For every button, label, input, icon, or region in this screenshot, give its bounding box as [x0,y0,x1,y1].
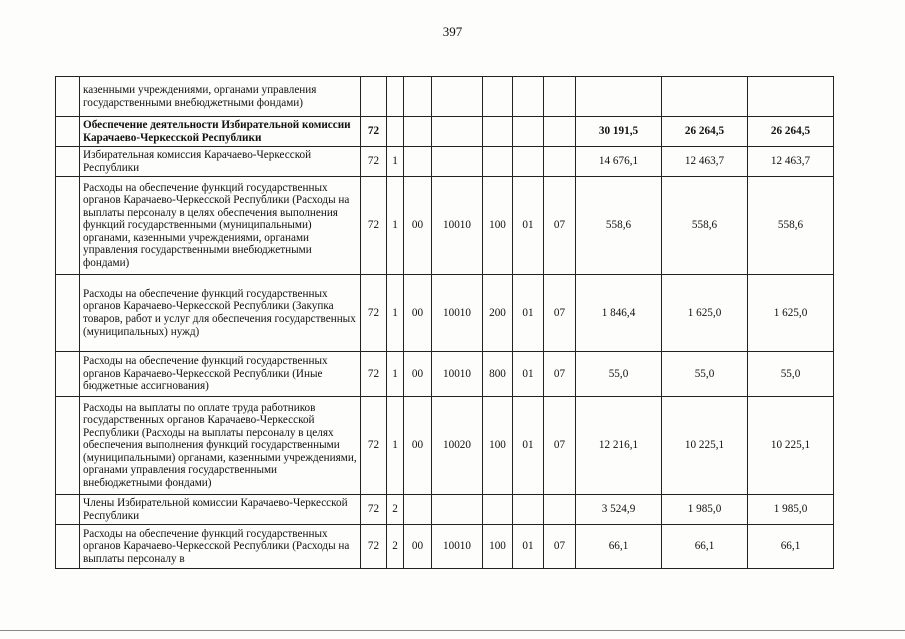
code-cell-c3: 00 [404,352,432,397]
code-cell-c5 [483,77,513,117]
amount-cell-a2: 558,6 [662,177,748,275]
code-cell-c1: 72 [361,525,387,569]
amount-cell-a3: 10 225,1 [748,397,834,495]
code-cell-c3: 00 [404,397,432,495]
row-margin-cell [56,117,80,147]
code-cell-c6 [513,117,544,147]
amount-cell-a3: 66,1 [748,525,834,569]
code-cell-c1: 72 [361,117,387,147]
code-cell-c2: 2 [387,525,404,569]
amount-cell-a1: 55,0 [576,352,662,397]
code-cell-c3 [404,147,432,177]
table-row [56,495,834,525]
code-cell-c1: 72 [361,352,387,397]
code-cell-c4 [432,77,483,117]
code-cell-c5: 200 [483,275,513,352]
code-cell-c1: 72 [361,177,387,275]
code-cell-c6 [513,77,544,117]
row-margin-cell [56,352,80,397]
row-margin-cell [56,177,80,275]
code-cell-c6: 01 [513,397,544,495]
page-number: 397 [442,24,463,39]
amount-cell-a2 [662,77,748,117]
code-cell-c3 [404,77,432,117]
code-cell-c2: 1 [387,147,404,177]
amount-cell-a1: 30 191,5 [576,117,662,147]
code-cell-c5 [483,147,513,177]
code-cell-c5 [483,495,513,525]
code-cell-c3: 00 [404,525,432,569]
code-cell-c3 [404,495,432,525]
code-cell-c7: 07 [544,275,576,352]
code-cell-c1: 72 [361,495,387,525]
code-cell-c4 [432,495,483,525]
amount-cell-a1 [576,77,662,117]
code-cell-c6: 01 [513,275,544,352]
table-row [56,525,834,569]
code-cell-c3 [404,117,432,147]
code-cell-c1: 72 [361,397,387,495]
amount-cell-a3: 26 264,5 [748,117,834,147]
code-cell-c4 [432,147,483,177]
code-cell-c6 [513,147,544,177]
table-row [56,77,834,117]
amount-cell-a3 [748,77,834,117]
amount-cell-a1: 14 676,1 [576,147,662,177]
amount-cell-a2: 1 625,0 [662,275,748,352]
code-cell-c7: 07 [544,177,576,275]
table-row [56,177,834,275]
amount-cell-a2: 26 264,5 [662,117,748,147]
code-cell-c4: 10010 [432,275,483,352]
row-margin-cell [56,495,80,525]
amount-cell-a2: 66,1 [662,525,748,569]
code-cell-c2: 1 [387,352,404,397]
code-cell-c1: 72 [361,275,387,352]
code-cell-c1: 72 [361,147,387,177]
amount-cell-a1: 12 216,1 [576,397,662,495]
table-row [56,147,834,177]
amount-cell-a2: 55,0 [662,352,748,397]
code-cell-c7 [544,77,576,117]
code-cell-c2: 1 [387,397,404,495]
code-cell-c7 [544,147,576,177]
code-cell-c2 [387,77,404,117]
code-cell-c5: 100 [483,397,513,495]
row-margin-cell [56,525,80,569]
code-cell-c4: 10010 [432,525,483,569]
code-cell-c7: 07 [544,397,576,495]
table-row [56,117,834,147]
amount-cell-a3: 558,6 [748,177,834,275]
code-cell-c4: 10010 [432,352,483,397]
code-cell-c5: 100 [483,177,513,275]
code-cell-c6 [513,495,544,525]
expense-name-cell: Расходы на выплаты по оплате труда работников государственных органов Карачаево-Черкесской Республики (Расходы на выплаты персоналу в целях обеспечения выполнения функций государственными (муниципальными) органами, казенными учреждениями, органами управления государственными внебюджетными фондами) [80,397,361,495]
code-cell-c4: 10020 [432,397,483,495]
code-cell-c3: 00 [404,177,432,275]
expense-name-cell: Избирательная комиссия Карачаево-Черкесской Республики [80,147,361,177]
code-cell-c5 [483,117,513,147]
amount-cell-a2: 12 463,7 [662,147,748,177]
code-cell-c7: 07 [544,525,576,569]
amount-cell-a3: 12 463,7 [748,147,834,177]
row-margin-cell [56,397,80,495]
amount-cell-a1: 3 524,9 [576,495,662,525]
budget-table [55,76,834,569]
expense-name-cell: Обеспечение деятельности Избирательной комиссии Карачаево-Черкесской Республики [80,117,361,147]
code-cell-c1 [361,77,387,117]
expense-name-cell: казенными учреждениями, органами управления государственными внебюджетными фондами) [80,77,361,117]
row-margin-cell [56,77,80,117]
code-cell-c2: 1 [387,275,404,352]
amount-cell-a3: 1 625,0 [748,275,834,352]
amount-cell-a3: 1 985,0 [748,495,834,525]
code-cell-c7 [544,495,576,525]
amount-cell-a1: 1 846,4 [576,275,662,352]
code-cell-c6: 01 [513,352,544,397]
code-cell-c2: 1 [387,177,404,275]
amount-cell-a2: 1 985,0 [662,495,748,525]
code-cell-c5: 800 [483,352,513,397]
expense-name-cell: Расходы на обеспечение функций государственных органов Карачаево-Черкесской Республики (Иные бюджетные ассигнования) [80,352,361,397]
page-bottom-rule [0,630,905,631]
row-margin-cell [56,147,80,177]
amount-cell-a3: 55,0 [748,352,834,397]
code-cell-c2: 2 [387,495,404,525]
table-row [56,275,834,352]
code-cell-c4: 10010 [432,177,483,275]
code-cell-c3: 00 [404,275,432,352]
table-row [56,397,834,495]
amount-cell-a1: 558,6 [576,177,662,275]
code-cell-c6: 01 [513,525,544,569]
code-cell-c4 [432,117,483,147]
code-cell-c6: 01 [513,177,544,275]
expense-name-cell: Расходы на обеспечение функций государственных органов Карачаево-Черкесской Республики (Закупка товаров, работ и услуг для обеспечения государственных (муниципальных) нужд) [80,275,361,352]
table-row [56,352,834,397]
code-cell-c7: 07 [544,352,576,397]
expense-name-cell: Члены Избирательной комиссии Карачаево-Черкесской Республики [80,495,361,525]
expense-name-cell: Расходы на обеспечение функций государственных органов Карачаево-Черкесской Республики (Расходы на выплаты персоналу в целях обеспечения выполнения функций государственными (муниципальными) органами, казенными учреждениями, органами управления государственными внебюджетными фондами) [80,177,361,275]
code-cell-c7 [544,117,576,147]
amount-cell-a1: 66,1 [576,525,662,569]
row-margin-cell [56,275,80,352]
amount-cell-a2: 10 225,1 [662,397,748,495]
code-cell-c2 [387,117,404,147]
code-cell-c5: 100 [483,525,513,569]
expense-name-cell: Расходы на обеспечение функций государственных органов Карачаево-Черкесской Республики (Расходы на выплаты персоналу в [80,525,361,569]
